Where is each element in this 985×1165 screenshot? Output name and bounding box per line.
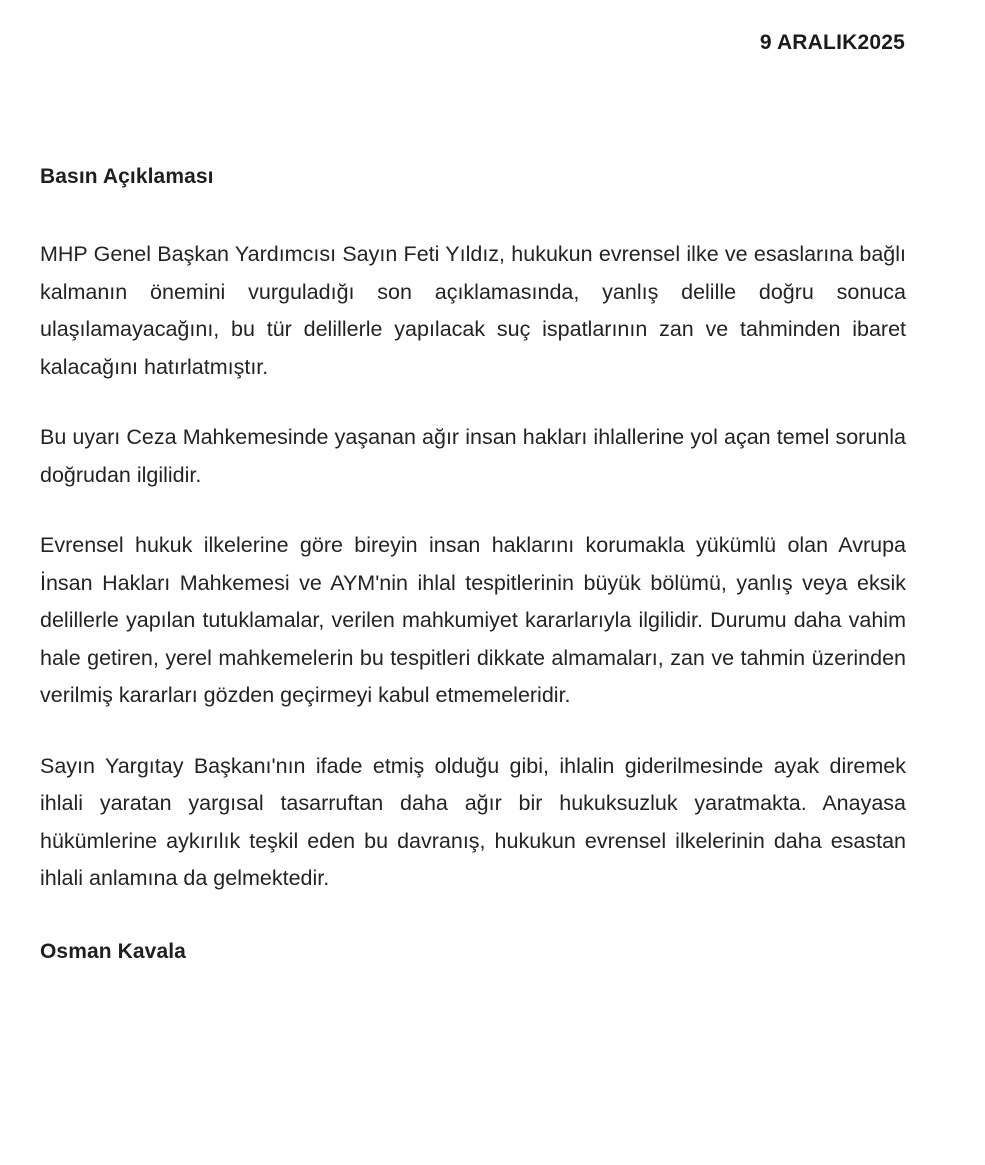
document-signature: Osman Kavala	[40, 939, 186, 963]
paragraph-4: Sayın Yargıtay Başkanı'nın ifade etmiş olduğu gibi, ihlalin giderilmesinde ayak diremek ihlali yaratan yargısal tasarruftan daha ağır bir hukuksuzluk yaratmakta. Anayasa hükümlerine aykırılık teşkil eden bu davranış, hukukun evrensel ilkelerinin daha esastan ihlali anlamına da gelmektedir.	[40, 753, 906, 891]
document-date: 9 ARALIK2025	[759, 31, 905, 54]
paragraph-3: Evrensel hukuk ilkelerine göre bireyin insan haklarını korumakla yükümlü olan Avrupa İnsan Hakları Mahkemesi ve AYM'nin ihlal tespitlerinin büyük bölümü, yanlış veya eksik delillerle yapılan tutuklamalar, verilen mahkumiyet kararlarıyla ilgilidir. Durumu daha vahim hale getiren, yerel mahkemelerin bu tespitleri dikkate almamaları, zan ve tahmin üzerinden verilmiş kararları gözden geçirmeyi kabul etmemeleridir.	[40, 533, 906, 708]
document-header	[40, 30, 905, 55]
paragraph-2: Bu uyarı Ceza Mahkemesinde yaşanan ağır insan hakları ihlallerine yol açan temel sorunla doğrudan ilgilidir.	[40, 425, 906, 487]
document-body	[40, 163, 906, 965]
paragraph-1: MHP Genel Başkan Yardımcısı Sayın Feti Yıldız, hukukun evrensel ilke ve esaslarına bağlı kalmanın önemini vurguladığı son açıklamasında, yanlış delille doğru sonuca ulaşılamayacağını, bu tür delillerle yapılacak suç ispatlarının zan ve tahminden ibaret kalacağını hatırlatmıştır.	[40, 242, 906, 379]
page-title: Basın Açıklaması	[40, 165, 214, 188]
